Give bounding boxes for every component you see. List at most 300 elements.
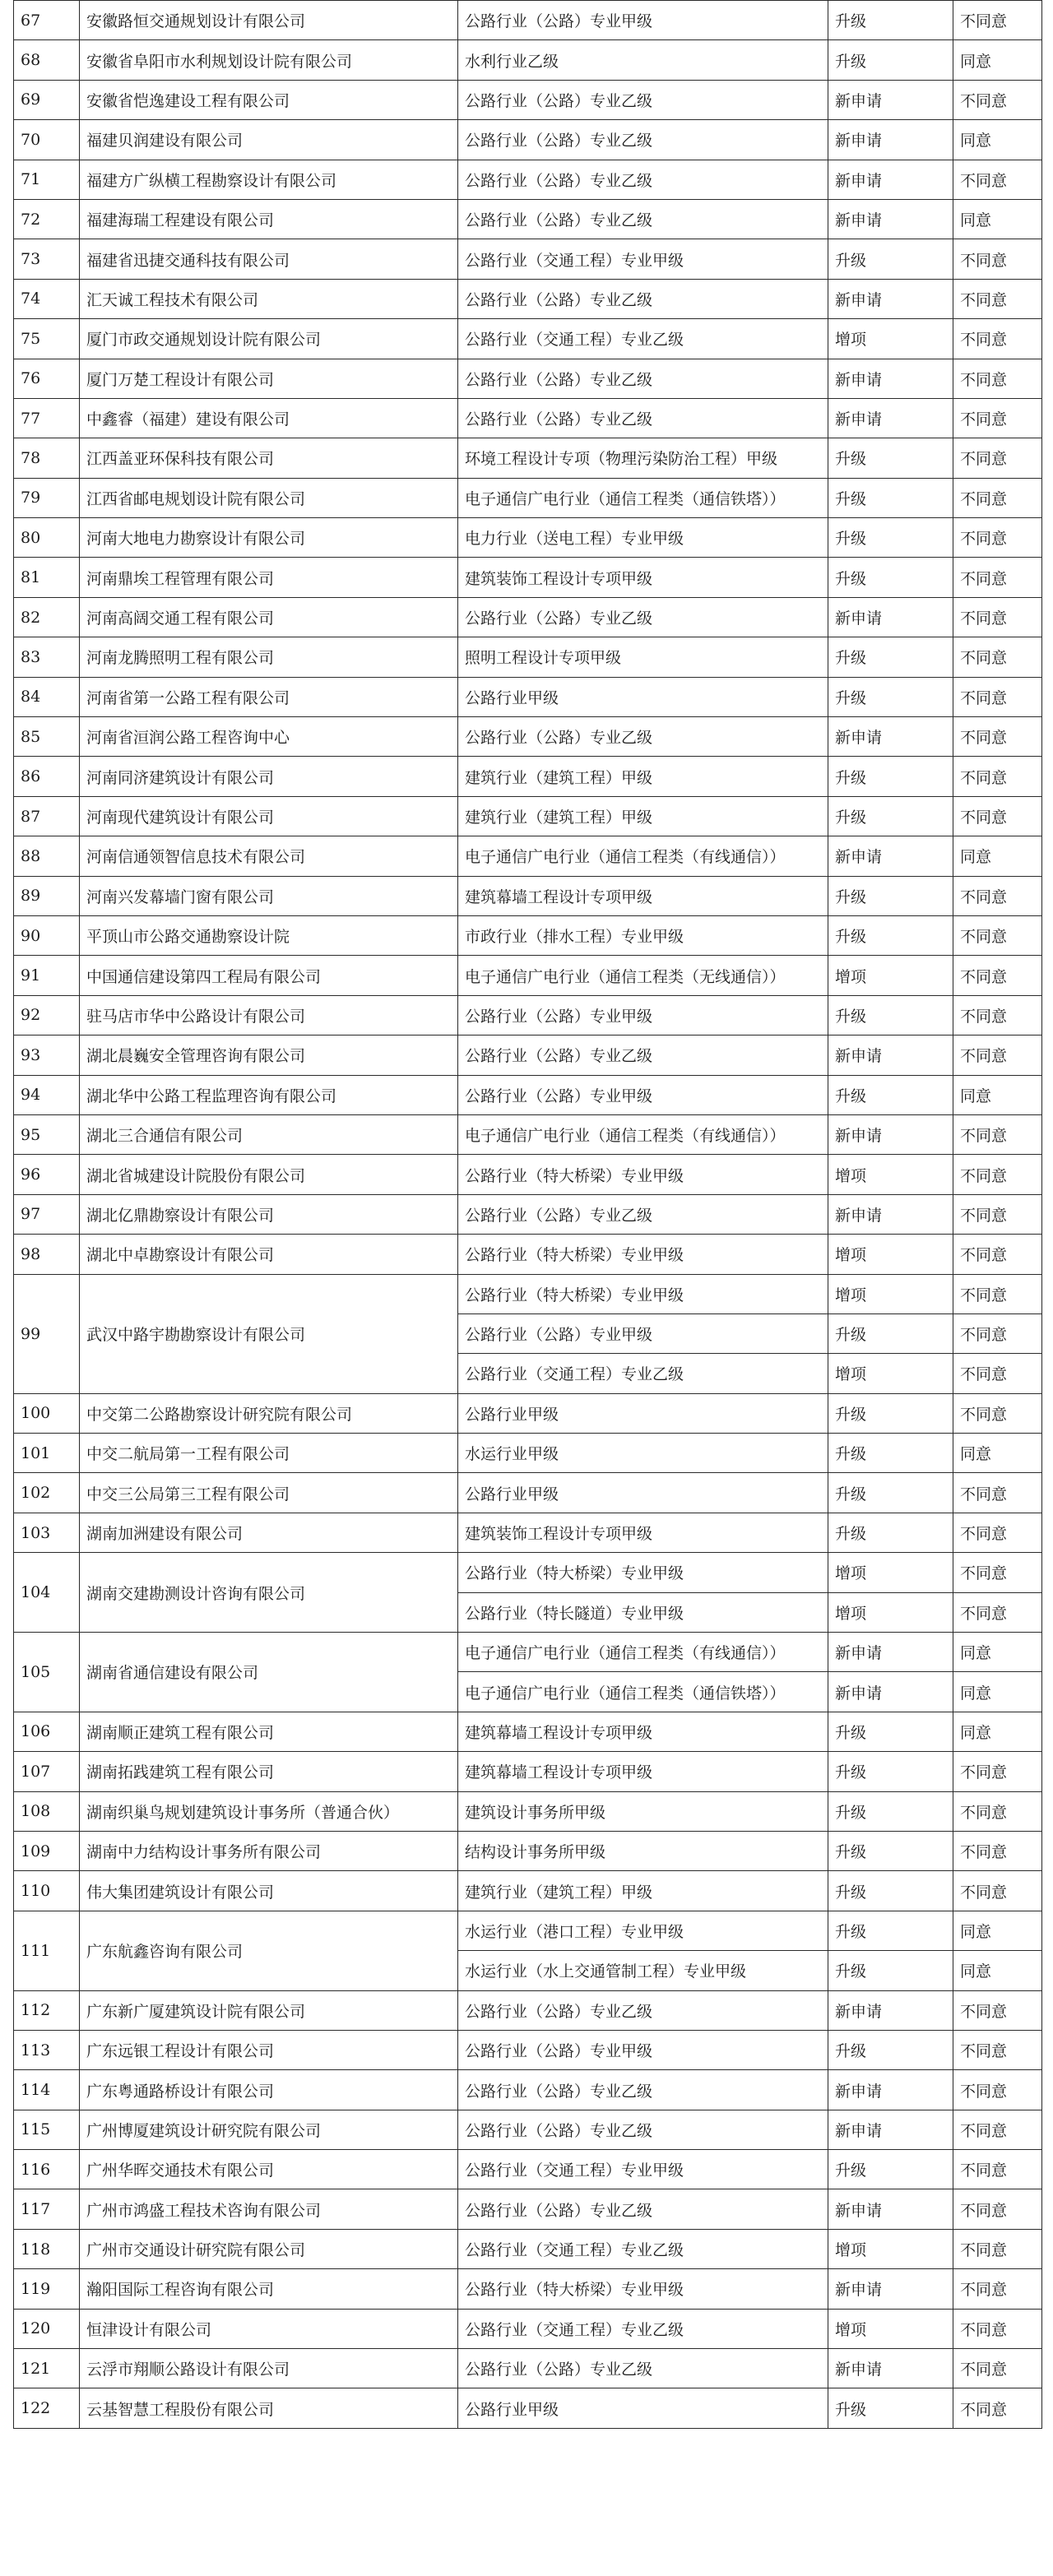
qualification-cell: 建筑幕墙工程设计专项甲级 bbox=[458, 1712, 828, 1751]
review-result-cell: 不同意 bbox=[953, 1990, 1042, 2030]
table-row bbox=[14, 1434, 1042, 1473]
serial-number-cell: 117 bbox=[14, 2189, 80, 2229]
application-type-cell: 增项 bbox=[828, 2309, 953, 2348]
review-result-cell: 不同意 bbox=[953, 597, 1042, 637]
qualification-cell: 公路行业（公路）专业甲级 bbox=[458, 1, 828, 40]
approval-table-body bbox=[14, 1, 1042, 2429]
application-type-cell: 升级 bbox=[828, 1831, 953, 1870]
review-result-cell: 同意 bbox=[953, 1672, 1042, 1712]
serial-number-cell: 86 bbox=[14, 757, 80, 796]
serial-number-cell: 90 bbox=[14, 915, 80, 955]
table-row bbox=[14, 1155, 1042, 1194]
company-name-cell: 福建贝润建设有限公司 bbox=[80, 120, 458, 160]
table-row bbox=[14, 796, 1042, 836]
company-name-cell: 中鑫睿（福建）建设有限公司 bbox=[80, 398, 458, 438]
serial-number-cell: 70 bbox=[14, 120, 80, 160]
qualification-cell: 公路行业（特大桥梁）专业甲级 bbox=[458, 2269, 828, 2309]
serial-number-cell: 109 bbox=[14, 1831, 80, 1870]
company-name-cell: 武汉中路宇勘勘察设计有限公司 bbox=[80, 1274, 458, 1393]
table-row bbox=[14, 120, 1042, 160]
qualification-cell: 公路行业（公路）专业乙级 bbox=[458, 1194, 828, 1234]
table-row bbox=[14, 1274, 1042, 1313]
qualification-cell: 电子通信广电行业（通信工程类（有线通信）） bbox=[458, 836, 828, 876]
qualification-cell: 公路行业（公路）专业乙级 bbox=[458, 80, 828, 119]
company-name-cell: 湖南加洲建设有限公司 bbox=[80, 1513, 458, 1552]
company-name-cell: 江西盖亚环保科技有限公司 bbox=[80, 438, 458, 478]
qualification-cell: 公路行业（特长隧道）专业甲级 bbox=[458, 1592, 828, 1632]
company-name-cell: 河南省洹润公路工程咨询中心 bbox=[80, 717, 458, 757]
review-result-cell: 同意 bbox=[953, 1434, 1042, 1473]
qualification-cell: 结构设计事务所甲级 bbox=[458, 1831, 828, 1870]
qualification-cell: 公路行业（特大桥梁）专业甲级 bbox=[458, 1274, 828, 1313]
application-type-cell: 新申请 bbox=[828, 1114, 953, 1154]
company-name-cell: 湖北晨巍安全管理咨询有限公司 bbox=[80, 1035, 458, 1075]
application-type-cell: 新申请 bbox=[828, 2349, 953, 2388]
table-row bbox=[14, 2030, 1042, 2069]
review-result-cell: 不同意 bbox=[953, 757, 1042, 796]
qualification-cell: 公路行业（公路）专业乙级 bbox=[458, 2189, 828, 2229]
review-result-cell: 不同意 bbox=[953, 796, 1042, 836]
serial-number-cell: 107 bbox=[14, 1752, 80, 1791]
qualification-cell: 市政行业（排水工程）专业甲级 bbox=[458, 915, 828, 955]
review-result-cell: 不同意 bbox=[953, 438, 1042, 478]
application-type-cell: 升级 bbox=[828, 438, 953, 478]
application-type-cell: 升级 bbox=[828, 796, 953, 836]
qualification-cell: 公路行业（公路）专业甲级 bbox=[458, 2030, 828, 2069]
application-type-cell: 增项 bbox=[828, 1235, 953, 1274]
qualification-cell: 公路行业（公路）专业乙级 bbox=[458, 279, 828, 318]
review-result-cell: 同意 bbox=[953, 1712, 1042, 1751]
application-type-cell: 升级 bbox=[828, 1712, 953, 1751]
review-result-cell: 不同意 bbox=[953, 637, 1042, 677]
table-row bbox=[14, 1513, 1042, 1552]
qualification-cell: 环境工程设计专项（物理污染防治工程）甲级 bbox=[458, 438, 828, 478]
qualification-cell: 水利行业乙级 bbox=[458, 40, 828, 80]
qualification-cell: 公路行业（交通工程）专业甲级 bbox=[458, 239, 828, 279]
qualification-cell: 公路行业（公路）专业甲级 bbox=[458, 1075, 828, 1114]
company-name-cell: 湖南交建勘测设计咨询有限公司 bbox=[80, 1553, 458, 1633]
review-result-cell: 不同意 bbox=[953, 876, 1042, 915]
table-row bbox=[14, 1, 1042, 40]
application-type-cell: 增项 bbox=[828, 1155, 953, 1194]
review-result-cell: 不同意 bbox=[953, 478, 1042, 517]
qualification-cell: 公路行业（公路）专业乙级 bbox=[458, 160, 828, 199]
application-type-cell: 升级 bbox=[828, 518, 953, 558]
application-type-cell: 新申请 bbox=[828, 160, 953, 199]
company-name-cell: 驻马店市华中公路设计有限公司 bbox=[80, 995, 458, 1035]
application-type-cell: 新申请 bbox=[828, 120, 953, 160]
serial-number-cell: 113 bbox=[14, 2030, 80, 2069]
table-row bbox=[14, 398, 1042, 438]
application-type-cell: 新申请 bbox=[828, 2070, 953, 2110]
application-type-cell: 增项 bbox=[828, 1553, 953, 1592]
application-type-cell: 新申请 bbox=[828, 2189, 953, 2229]
serial-number-cell: 110 bbox=[14, 1871, 80, 1911]
serial-number-cell: 84 bbox=[14, 677, 80, 716]
serial-number-cell: 114 bbox=[14, 2070, 80, 2110]
table-row bbox=[14, 279, 1042, 318]
qualification-cell: 公路行业甲级 bbox=[458, 1473, 828, 1513]
qualification-cell: 公路行业（公路）专业乙级 bbox=[458, 1035, 828, 1075]
qualification-cell: 公路行业（公路）专业乙级 bbox=[458, 597, 828, 637]
table-row bbox=[14, 1473, 1042, 1513]
table-row bbox=[14, 1911, 1042, 1950]
application-type-cell: 新申请 bbox=[828, 836, 953, 876]
table-row bbox=[14, 1633, 1042, 1672]
application-type-cell: 新申请 bbox=[828, 359, 953, 398]
company-name-cell: 湖南顺正建筑工程有限公司 bbox=[80, 1712, 458, 1751]
company-name-cell: 湖北三合通信有限公司 bbox=[80, 1114, 458, 1154]
table-row bbox=[14, 2269, 1042, 2309]
review-result-cell: 不同意 bbox=[953, 1274, 1042, 1313]
company-name-cell: 中交二航局第一工程有限公司 bbox=[80, 1434, 458, 1473]
serial-number-cell: 85 bbox=[14, 717, 80, 757]
table-row bbox=[14, 2229, 1042, 2268]
table-row bbox=[14, 1553, 1042, 1592]
serial-number-cell: 83 bbox=[14, 637, 80, 677]
application-type-cell: 升级 bbox=[828, 40, 953, 80]
serial-number-cell: 72 bbox=[14, 199, 80, 239]
qualification-cell: 电子通信广电行业（通信工程类（无线通信）） bbox=[458, 956, 828, 995]
qualification-cell: 建筑装饰工程设计专项甲级 bbox=[458, 1513, 828, 1552]
table-row bbox=[14, 1791, 1042, 1831]
application-type-cell: 新申请 bbox=[828, 2110, 953, 2149]
qualification-cell: 公路行业（特大桥梁）专业甲级 bbox=[458, 1155, 828, 1194]
table-row bbox=[14, 1752, 1042, 1791]
table-row bbox=[14, 2388, 1042, 2428]
table-row bbox=[14, 478, 1042, 517]
application-type-cell: 升级 bbox=[828, 1473, 953, 1513]
application-type-cell: 升级 bbox=[828, 1075, 953, 1114]
company-name-cell: 广州市鸿盛工程技术咨询有限公司 bbox=[80, 2189, 458, 2229]
company-name-cell: 瀚阳国际工程咨询有限公司 bbox=[80, 2269, 458, 2309]
table-row bbox=[14, 558, 1042, 597]
company-name-cell: 云基智慧工程股份有限公司 bbox=[80, 2388, 458, 2428]
serial-number-cell: 98 bbox=[14, 1235, 80, 1274]
qualification-cell: 公路行业甲级 bbox=[458, 677, 828, 716]
application-type-cell: 新申请 bbox=[828, 1035, 953, 1075]
review-result-cell: 不同意 bbox=[953, 956, 1042, 995]
qualification-cell: 电力行业（送电工程）专业甲级 bbox=[458, 518, 828, 558]
serial-number-cell: 74 bbox=[14, 279, 80, 318]
review-result-cell: 不同意 bbox=[953, 1194, 1042, 1234]
review-result-cell: 同意 bbox=[953, 1633, 1042, 1672]
qualification-cell: 建筑装饰工程设计专项甲级 bbox=[458, 558, 828, 597]
table-row bbox=[14, 1831, 1042, 1870]
review-result-cell: 同意 bbox=[953, 1075, 1042, 1114]
company-name-cell: 河南同济建筑设计有限公司 bbox=[80, 757, 458, 796]
review-result-cell: 不同意 bbox=[953, 2269, 1042, 2309]
application-type-cell: 增项 bbox=[828, 2229, 953, 2268]
table-row bbox=[14, 995, 1042, 1035]
company-name-cell: 广州市交通设计研究院有限公司 bbox=[80, 2229, 458, 2268]
company-name-cell: 安徽路恒交通规划设计有限公司 bbox=[80, 1, 458, 40]
review-result-cell: 不同意 bbox=[953, 1791, 1042, 1831]
serial-number-cell: 92 bbox=[14, 995, 80, 1035]
review-result-cell: 同意 bbox=[953, 40, 1042, 80]
table-row bbox=[14, 2150, 1042, 2189]
qualification-cell: 公路行业（公路）专业乙级 bbox=[458, 2110, 828, 2149]
qualification-cell: 公路行业（公路）专业乙级 bbox=[458, 359, 828, 398]
serial-number-cell: 105 bbox=[14, 1633, 80, 1712]
serial-number-cell: 78 bbox=[14, 438, 80, 478]
serial-number-cell: 115 bbox=[14, 2110, 80, 2149]
application-type-cell: 新申请 bbox=[828, 1194, 953, 1234]
company-name-cell: 江西省邮电规划设计院有限公司 bbox=[80, 478, 458, 517]
application-type-cell: 增项 bbox=[828, 956, 953, 995]
review-result-cell: 不同意 bbox=[953, 239, 1042, 279]
company-name-cell: 湖北中卓勘察设计有限公司 bbox=[80, 1235, 458, 1274]
review-result-cell: 不同意 bbox=[953, 1354, 1042, 1393]
review-result-cell: 同意 bbox=[953, 1951, 1042, 1990]
company-name-cell: 福建方广纵横工程勘察设计有限公司 bbox=[80, 160, 458, 199]
application-type-cell: 增项 bbox=[828, 319, 953, 359]
company-name-cell: 广东新广厦建筑设计院有限公司 bbox=[80, 1990, 458, 2030]
application-type-cell: 增项 bbox=[828, 1274, 953, 1313]
qualification-cell: 公路行业（交通工程）专业甲级 bbox=[458, 2150, 828, 2189]
table-row bbox=[14, 1075, 1042, 1114]
review-result-cell: 不同意 bbox=[953, 915, 1042, 955]
table-row bbox=[14, 239, 1042, 279]
application-type-cell: 新申请 bbox=[828, 597, 953, 637]
table-row bbox=[14, 876, 1042, 915]
company-name-cell: 湖北华中公路工程监理咨询有限公司 bbox=[80, 1075, 458, 1114]
serial-number-cell: 88 bbox=[14, 836, 80, 876]
application-type-cell: 新申请 bbox=[828, 279, 953, 318]
company-name-cell: 河南龙腾照明工程有限公司 bbox=[80, 637, 458, 677]
qualification-cell: 公路行业（交通工程）专业乙级 bbox=[458, 319, 828, 359]
serial-number-cell: 108 bbox=[14, 1791, 80, 1831]
table-row bbox=[14, 2110, 1042, 2149]
table-row bbox=[14, 1194, 1042, 1234]
serial-number-cell: 112 bbox=[14, 1990, 80, 2030]
company-name-cell: 河南大地电力勘察设计有限公司 bbox=[80, 518, 458, 558]
company-name-cell: 福建海瑞工程建设有限公司 bbox=[80, 199, 458, 239]
application-type-cell: 升级 bbox=[828, 637, 953, 677]
company-name-cell: 中交第二公路勘察设计研究院有限公司 bbox=[80, 1393, 458, 1433]
company-name-cell: 中国通信建设第四工程局有限公司 bbox=[80, 956, 458, 995]
company-name-cell: 安徽省恺逸建设工程有限公司 bbox=[80, 80, 458, 119]
company-name-cell: 广州华晖交通技术有限公司 bbox=[80, 2150, 458, 2189]
serial-number-cell: 87 bbox=[14, 796, 80, 836]
review-result-cell: 不同意 bbox=[953, 2309, 1042, 2348]
company-name-cell: 湖南拓践建筑工程有限公司 bbox=[80, 1752, 458, 1791]
table-row bbox=[14, 2309, 1042, 2348]
table-row bbox=[14, 1393, 1042, 1433]
company-name-cell: 河南现代建筑设计有限公司 bbox=[80, 796, 458, 836]
table-row bbox=[14, 2349, 1042, 2388]
qualification-cell: 建筑行业（建筑工程）甲级 bbox=[458, 757, 828, 796]
application-type-cell: 升级 bbox=[828, 1911, 953, 1950]
company-name-cell: 河南信通领智信息技术有限公司 bbox=[80, 836, 458, 876]
table-row bbox=[14, 915, 1042, 955]
application-type-cell: 升级 bbox=[828, 757, 953, 796]
qualification-cell: 公路行业（公路）专业乙级 bbox=[458, 717, 828, 757]
table-row bbox=[14, 637, 1042, 677]
review-result-cell: 不同意 bbox=[953, 2150, 1042, 2189]
qualification-cell: 公路行业（公路）专业乙级 bbox=[458, 398, 828, 438]
review-result-cell: 不同意 bbox=[953, 319, 1042, 359]
table-row bbox=[14, 597, 1042, 637]
serial-number-cell: 91 bbox=[14, 956, 80, 995]
serial-number-cell: 97 bbox=[14, 1194, 80, 1234]
company-name-cell: 厦门市政交通规划设计院有限公司 bbox=[80, 319, 458, 359]
review-result-cell: 不同意 bbox=[953, 2189, 1042, 2229]
application-type-cell: 升级 bbox=[828, 1791, 953, 1831]
table-row bbox=[14, 836, 1042, 876]
serial-number-cell: 79 bbox=[14, 478, 80, 517]
review-result-cell: 不同意 bbox=[953, 518, 1042, 558]
review-result-cell: 不同意 bbox=[953, 995, 1042, 1035]
application-type-cell: 升级 bbox=[828, 1871, 953, 1911]
table-row bbox=[14, 1035, 1042, 1075]
review-result-cell: 不同意 bbox=[953, 1393, 1042, 1433]
serial-number-cell: 73 bbox=[14, 239, 80, 279]
company-name-cell: 河南高阔交通工程有限公司 bbox=[80, 597, 458, 637]
application-type-cell: 升级 bbox=[828, 1393, 953, 1433]
review-result-cell: 不同意 bbox=[953, 1155, 1042, 1194]
qualification-cell: 建筑设计事务所甲级 bbox=[458, 1791, 828, 1831]
review-result-cell: 不同意 bbox=[953, 1473, 1042, 1513]
table-row bbox=[14, 1871, 1042, 1911]
serial-number-cell: 120 bbox=[14, 2309, 80, 2348]
company-name-cell: 湖南织巢鸟规划建筑设计事务所（普通合伙） bbox=[80, 1791, 458, 1831]
qualification-cell: 电子通信广电行业（通信工程类（通信铁塔）） bbox=[458, 1672, 828, 1712]
serial-number-cell: 75 bbox=[14, 319, 80, 359]
serial-number-cell: 103 bbox=[14, 1513, 80, 1552]
review-result-cell: 不同意 bbox=[953, 1871, 1042, 1911]
table-row bbox=[14, 319, 1042, 359]
qualification-cell: 电子通信广电行业（通信工程类（有线通信）） bbox=[458, 1633, 828, 1672]
qualification-cell: 建筑行业（建筑工程）甲级 bbox=[458, 796, 828, 836]
serial-number-cell: 89 bbox=[14, 876, 80, 915]
serial-number-cell: 119 bbox=[14, 2269, 80, 2309]
qualification-cell: 电子通信广电行业（通信工程类（通信铁塔）） bbox=[458, 478, 828, 517]
application-type-cell: 新申请 bbox=[828, 80, 953, 119]
review-result-cell: 不同意 bbox=[953, 677, 1042, 716]
application-type-cell: 增项 bbox=[828, 1592, 953, 1632]
qualification-cell: 公路行业（公路）专业乙级 bbox=[458, 1990, 828, 2030]
application-type-cell: 新申请 bbox=[828, 1672, 953, 1712]
company-name-cell: 湖南省通信建设有限公司 bbox=[80, 1633, 458, 1712]
review-result-cell: 不同意 bbox=[953, 398, 1042, 438]
application-type-cell: 升级 bbox=[828, 995, 953, 1035]
table-row bbox=[14, 757, 1042, 796]
company-name-cell: 广州博厦建筑设计研究院有限公司 bbox=[80, 2110, 458, 2149]
application-type-cell: 升级 bbox=[828, 239, 953, 279]
application-type-cell: 升级 bbox=[828, 1, 953, 40]
serial-number-cell: 96 bbox=[14, 1155, 80, 1194]
application-type-cell: 升级 bbox=[828, 1951, 953, 1990]
company-name-cell: 中交三公局第三工程有限公司 bbox=[80, 1473, 458, 1513]
review-result-cell: 不同意 bbox=[953, 1235, 1042, 1274]
review-result-cell: 不同意 bbox=[953, 2070, 1042, 2110]
serial-number-cell: 102 bbox=[14, 1473, 80, 1513]
serial-number-cell: 121 bbox=[14, 2349, 80, 2388]
serial-number-cell: 118 bbox=[14, 2229, 80, 2268]
review-result-cell: 不同意 bbox=[953, 2229, 1042, 2268]
approval-table-sheet bbox=[13, 0, 1041, 2429]
serial-number-cell: 71 bbox=[14, 160, 80, 199]
review-result-cell: 不同意 bbox=[953, 1035, 1042, 1075]
company-name-cell: 湖南中力结构设计事务所有限公司 bbox=[80, 1831, 458, 1870]
application-type-cell: 增项 bbox=[828, 1354, 953, 1393]
application-type-cell: 新申请 bbox=[828, 1990, 953, 2030]
table-row bbox=[14, 1712, 1042, 1751]
qualification-cell: 公路行业（交通工程）专业乙级 bbox=[458, 1354, 828, 1393]
application-type-cell: 升级 bbox=[828, 2388, 953, 2428]
company-name-cell: 厦门万楚工程设计有限公司 bbox=[80, 359, 458, 398]
company-name-cell: 河南省第一公路工程有限公司 bbox=[80, 677, 458, 716]
review-result-cell: 不同意 bbox=[953, 2030, 1042, 2069]
application-type-cell: 升级 bbox=[828, 915, 953, 955]
company-name-cell: 平顶山市公路交通勘察设计院 bbox=[80, 915, 458, 955]
qualification-cell: 水运行业甲级 bbox=[458, 1434, 828, 1473]
company-name-cell: 湖北省城建设计院股份有限公司 bbox=[80, 1155, 458, 1194]
application-type-cell: 升级 bbox=[828, 1513, 953, 1552]
review-result-cell: 同意 bbox=[953, 120, 1042, 160]
qualification-cell: 水运行业（港口工程）专业甲级 bbox=[458, 1911, 828, 1950]
company-name-cell: 河南鼎埃工程管理有限公司 bbox=[80, 558, 458, 597]
application-type-cell: 升级 bbox=[828, 2150, 953, 2189]
qualification-cell: 公路行业（公路）专业乙级 bbox=[458, 199, 828, 239]
serial-number-cell: 99 bbox=[14, 1274, 80, 1393]
serial-number-cell: 122 bbox=[14, 2388, 80, 2428]
company-name-cell: 安徽省阜阳市水利规划设计院有限公司 bbox=[80, 40, 458, 80]
qualification-cell: 公路行业（特大桥梁）专业甲级 bbox=[458, 1235, 828, 1274]
qualification-cell: 公路行业（公路）专业甲级 bbox=[458, 995, 828, 1035]
company-name-cell: 伟大集团建筑设计有限公司 bbox=[80, 1871, 458, 1911]
company-name-cell: 湖北亿鼎勘察设计有限公司 bbox=[80, 1194, 458, 1234]
qualification-cell: 公路行业（公路）专业乙级 bbox=[458, 120, 828, 160]
serial-number-cell: 104 bbox=[14, 1553, 80, 1633]
qualification-cell: 公路行业甲级 bbox=[458, 1393, 828, 1433]
review-result-cell: 不同意 bbox=[953, 1513, 1042, 1552]
qualification-cell: 照明工程设计专项甲级 bbox=[458, 637, 828, 677]
application-type-cell: 新申请 bbox=[828, 2269, 953, 2309]
company-name-cell: 福建省迅捷交通科技有限公司 bbox=[80, 239, 458, 279]
table-row bbox=[14, 2070, 1042, 2110]
table-row bbox=[14, 2189, 1042, 2229]
company-name-cell: 云浮市翔顺公路设计有限公司 bbox=[80, 2349, 458, 2388]
review-result-cell: 不同意 bbox=[953, 80, 1042, 119]
application-type-cell: 新申请 bbox=[828, 398, 953, 438]
company-name-cell: 河南兴发幕墙门窗有限公司 bbox=[80, 876, 458, 915]
application-type-cell: 新申请 bbox=[828, 199, 953, 239]
review-result-cell: 不同意 bbox=[953, 359, 1042, 398]
review-result-cell: 不同意 bbox=[953, 1313, 1042, 1353]
company-name-cell: 汇天诚工程技术有限公司 bbox=[80, 279, 458, 318]
review-result-cell: 不同意 bbox=[953, 1752, 1042, 1791]
table-row bbox=[14, 1990, 1042, 2030]
table-row bbox=[14, 1114, 1042, 1154]
application-type-cell: 升级 bbox=[828, 677, 953, 716]
review-result-cell: 不同意 bbox=[953, 1, 1042, 40]
review-result-cell: 不同意 bbox=[953, 1553, 1042, 1592]
serial-number-cell: 95 bbox=[14, 1114, 80, 1154]
table-row bbox=[14, 518, 1042, 558]
table-row bbox=[14, 80, 1042, 119]
qualification-cell: 公路行业（公路）专业乙级 bbox=[458, 2070, 828, 2110]
review-result-cell: 同意 bbox=[953, 1911, 1042, 1950]
qualification-cell: 公路行业（交通工程）专业乙级 bbox=[458, 2229, 828, 2268]
application-type-cell: 升级 bbox=[828, 1313, 953, 1353]
serial-number-cell: 100 bbox=[14, 1393, 80, 1433]
application-type-cell: 升级 bbox=[828, 1434, 953, 1473]
serial-number-cell: 116 bbox=[14, 2150, 80, 2189]
review-result-cell: 不同意 bbox=[953, 1592, 1042, 1632]
qualification-cell: 公路行业（公路）专业乙级 bbox=[458, 2349, 828, 2388]
